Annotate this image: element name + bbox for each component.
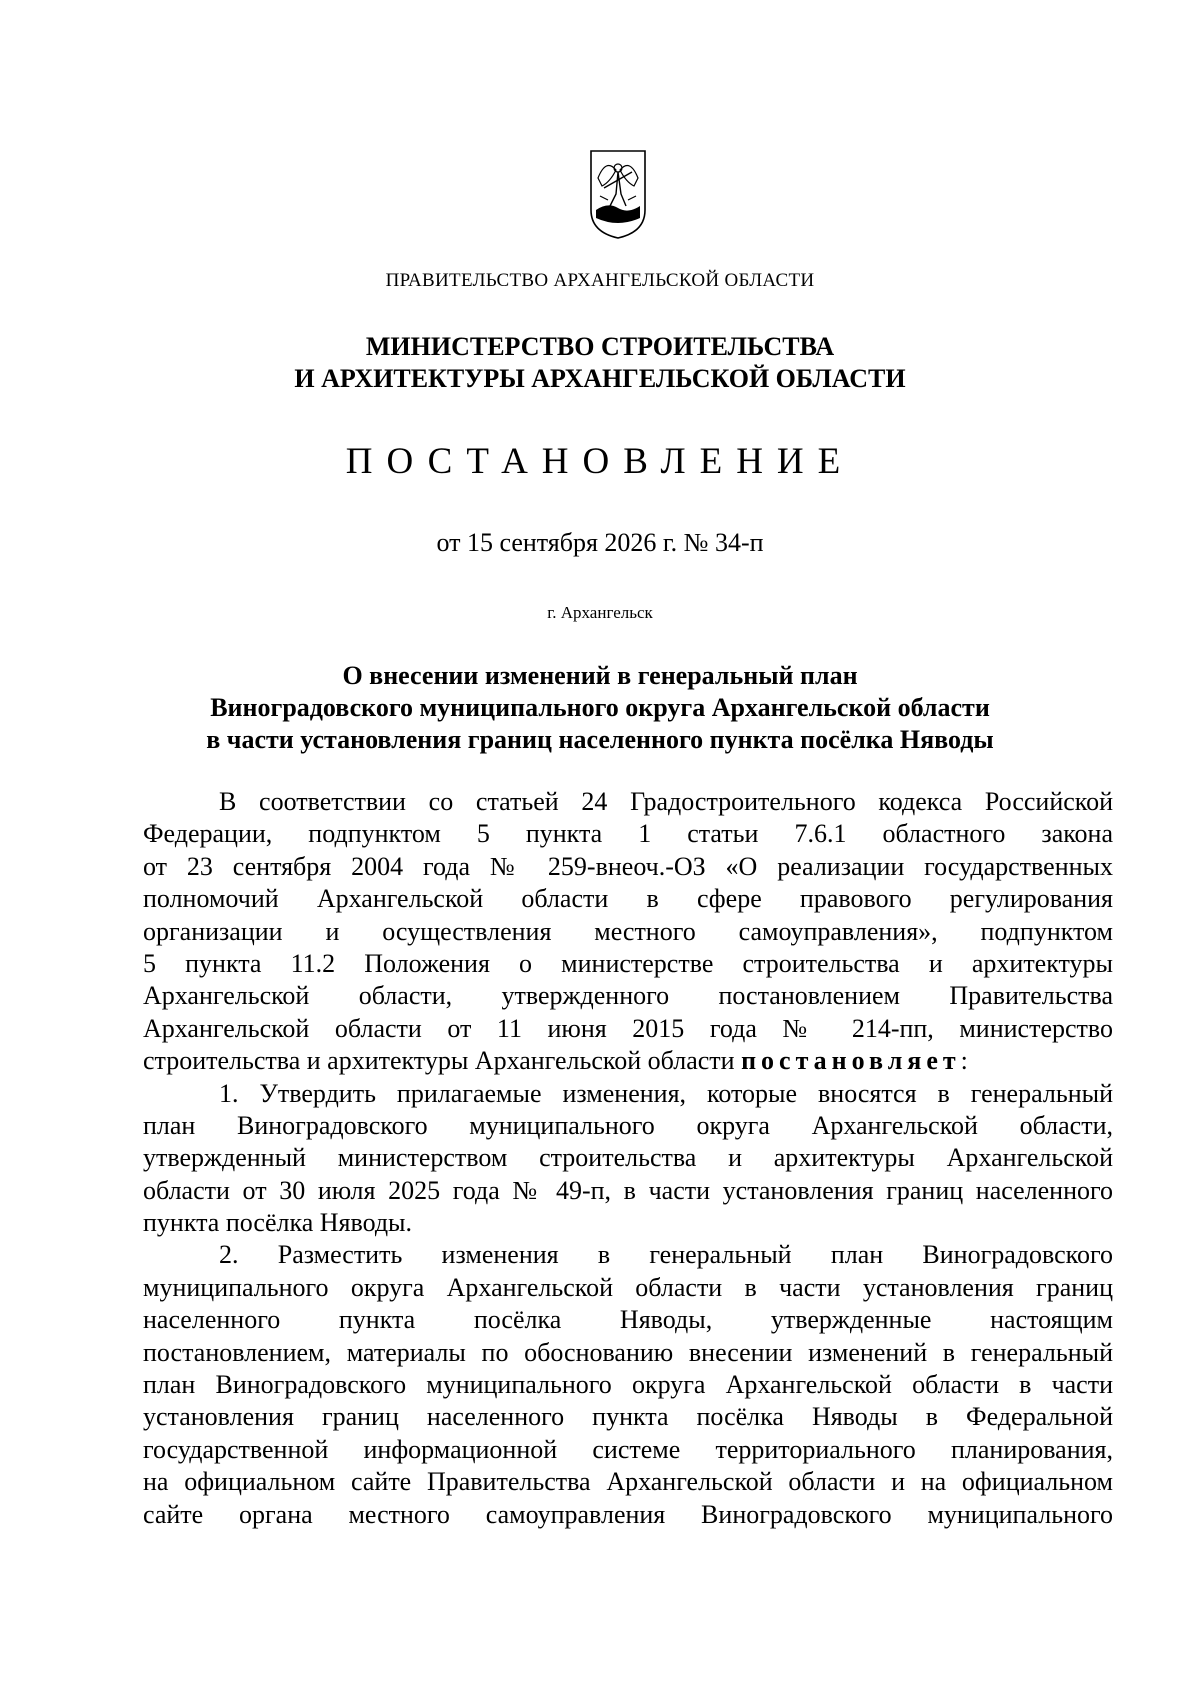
title-line-3: в части установления границ населенного пункта посёлка Няводы bbox=[206, 725, 994, 754]
body-line: Федерации, подпунктом 5 пункта 1 статьи 7.6.1 областного закона bbox=[143, 819, 1113, 849]
document-body bbox=[143, 786, 1113, 1531]
government-name: ПРАВИТЕЛЬСТВО АРХАНГЕЛЬСКОЙ ОБЛАСТИ bbox=[385, 270, 815, 291]
document-city: г. Архангельск bbox=[547, 603, 653, 622]
body-line: организации и осуществления местного самоуправления», подпунктом bbox=[143, 916, 1113, 946]
body-line: Архангельской области, утвержденного постановлением Правительства bbox=[143, 981, 1113, 1011]
body-line: населенного пункта посёлка Няводы, утвержденные настоящим bbox=[143, 1305, 1113, 1335]
body-line-decree bbox=[143, 1045, 1113, 1077]
document-title bbox=[0, 660, 1200, 756]
decree-verb: постановляет bbox=[741, 1046, 961, 1076]
body-line: от 23 сентября 2004 года № 259-внеоч.-ОЗ «О реализации государственных bbox=[143, 851, 1113, 881]
coat-of-arms-emblem bbox=[588, 148, 648, 240]
body-line: области от 30 июля 2025 года № 49-п, в части установления границ населенного bbox=[143, 1175, 1113, 1205]
ministry-name-line-2: И АРХИТЕКТУРЫ АРХАНГЕЛЬСКОЙ ОБЛАСТИ bbox=[294, 364, 906, 393]
body-line: установления границ населенного пункта посёлка Няводы в Федеральной bbox=[143, 1402, 1113, 1432]
body-line-text: строительства и архитектуры Архангельской области bbox=[143, 1046, 735, 1076]
title-line-2: Виноградовского муниципального округа Архангельской области bbox=[210, 693, 990, 722]
title-line-1: О внесении изменений в генеральный план bbox=[342, 661, 858, 690]
body-line: утвержденный министерством строительства и архитектуры Архангельской bbox=[143, 1143, 1113, 1173]
body-line: постановлением, материалы по обоснованию внесении изменений в генеральный bbox=[143, 1337, 1113, 1367]
body-line: муниципального округа Архангельской области в части установления границ bbox=[143, 1272, 1113, 1302]
body-line: 1. Утвердить прилагаемые изменения, которые вносятся в генеральный bbox=[219, 1078, 1113, 1108]
body-line: В соответствии со статьей 24 Градостроительного кодекса Российской bbox=[219, 787, 1113, 816]
body-line: сайте органа местного самоуправления Виноградовского муниципального bbox=[143, 1499, 1113, 1529]
body-line: 2. Разместить изменения в генеральный план Виноградовского bbox=[219, 1240, 1113, 1270]
body-line: Архангельской области от 11 июня 2015 года № 214-пп, министерство bbox=[143, 1013, 1113, 1043]
body-line: план Виноградовского муниципального округа Архангельской области в части bbox=[143, 1370, 1113, 1400]
document-type-heading: ПОСТАНОВЛЕНИЕ bbox=[345, 441, 855, 482]
body-line: на официальном сайте Правительства Архангельской области и на официальном bbox=[143, 1467, 1113, 1497]
ministry-name-line-1: МИНИСТЕРСТВО СТРОИТЕЛЬСТВА bbox=[365, 332, 835, 361]
body-line: план Виноградовского муниципального округа Архангельской области, bbox=[143, 1110, 1113, 1140]
document-date-number: от 15 сентября 2026 г. № 34-п bbox=[436, 528, 764, 557]
decree-colon: : bbox=[960, 1046, 968, 1076]
body-line: 5 пункта 11.2 Положения о министерстве строительства и архитектуры bbox=[143, 948, 1113, 978]
ministry-name bbox=[0, 331, 1200, 395]
body-line: государственной информационной системе территориального планирования, bbox=[143, 1434, 1113, 1464]
body-line: пункта посёлка Няводы. bbox=[143, 1208, 413, 1238]
body-line: полномочий Архангельской области в сфере правового регулирования bbox=[143, 884, 1113, 914]
